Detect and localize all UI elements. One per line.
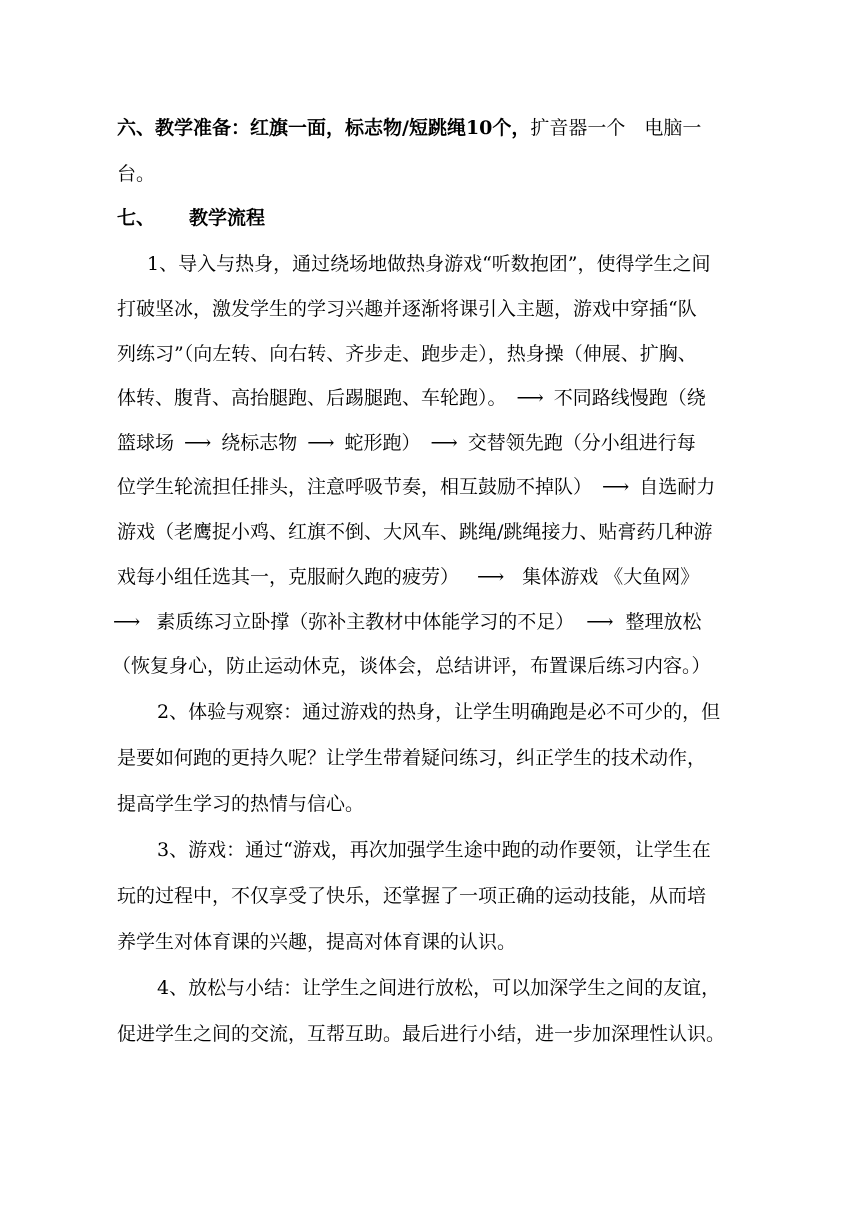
arrow-icon: ⟶ [516, 387, 544, 409]
p1-line-5-text-d: 交替领先跑（分小组进行每 [467, 432, 696, 454]
p2-line-1: 2、体验与观察：通过游戏的热身，让学生明确跑是必不可少的，但 [157, 701, 721, 723]
p3-line-2: 玩的过程中，不仅享受了快乐，还掌握了一项正确的运动技能，从而培 [117, 885, 707, 907]
section6-heading-rest: 扩音器一个 电脑一 [530, 117, 702, 139]
p3-line-3: 养学生对体育课的兴趣，提高对体育课的认识。 [117, 931, 517, 953]
section7-title: 教学流程 [189, 207, 266, 229]
p1-line-5-text-a: 篮球场 [117, 432, 175, 454]
arrow-icon: ⟶ [477, 566, 505, 588]
arrow-icon: ⟶ [113, 611, 141, 633]
section7-number: 七、 [117, 207, 156, 229]
section7-heading [117, 204, 265, 232]
p2-line-2: 是要如何跑的更持久呢？让学生带着疑问练习，纠正学生的技术动作， [117, 747, 707, 769]
p1-line-9-text-a: 素质练习立卧撑（弥补主教材中体能学习的不足） [156, 611, 575, 633]
arrow-icon: ⟶ [307, 432, 335, 454]
arrow-icon: ⟶ [430, 432, 458, 454]
p4-line-2: 促进学生之间的交流，互帮互助。最后进行小结，进一步加深理性认识。 [117, 1023, 726, 1045]
p1-line-5-text-b: 绕标志物 [221, 432, 298, 454]
p2-line-3: 提高学生学习的热情与信心。 [117, 793, 365, 815]
p1-line-6-text-a: 位学生轮流担任排头，注意呼吸节奏，相互鼓励不掉队） [117, 476, 593, 498]
p1-line-3: 列练习”（向左转、向右转、齐步走、跑步走），热身操（伸展、扩胸、 [117, 343, 697, 365]
p1-line-7: 游戏（老鹰捉小鸡、红旗不倒、大风车、跳绳/跳绳接力、贴膏药几种游 [117, 521, 713, 543]
arrow-icon: ⟶ [586, 611, 614, 633]
arrow-icon: ⟶ [184, 432, 212, 454]
p4-line-1: 4、放松与小结：让学生之间进行放松，可以加深学生之间的友谊， [157, 977, 721, 999]
p1-line-10: （恢复身心，防止运动休克，谈体会，总结讲评，布置课后练习内容。） [112, 655, 711, 677]
section6-heading [117, 114, 701, 142]
p1-line-2: 打破坚冰，激发学生的学习兴趣并逐渐将课引入主题，游戏中穿插“队 [117, 298, 697, 320]
p1-line-8-text-b: 集体游戏 《大鱼网》 [522, 566, 700, 588]
p1-line-8-text-a: 戏每小组任选其一，克服耐久跑的疲劳） [117, 566, 460, 588]
section6-continuation: 台。 [117, 163, 156, 185]
p1-line-9 [113, 608, 702, 636]
p1-line-5-text-c: 蛇形跑） [344, 432, 421, 454]
arrow-icon: ⟶ [602, 476, 630, 498]
p3-line-1: 3、游戏：通过“游戏，再次加强学生途中跑的动作要领，让学生在 [157, 839, 711, 861]
p1-line-9-text-b: 整理放松 [625, 611, 702, 633]
p1-line-5 [117, 429, 696, 457]
p1-line-4 [117, 384, 706, 412]
section6-heading-bold: 六、教学准备：红旗一面，标志物/短跳绳10个， [117, 117, 531, 139]
p1-line-6-text-b: 自选耐力 [639, 476, 716, 498]
p1-line-4-text-a: 体转、腹背、高抬腿跑、后踢腿跑、车轮跑）。 [117, 387, 507, 409]
p1-line-4-text-b: 不同路线慢跑（绕 [553, 387, 706, 409]
p1-line-6 [117, 473, 715, 501]
p1-line-1: 1、导入与热身，通过绕场地做热身游戏“听数抱团”，使得学生之间 [147, 253, 711, 275]
p1-line-8 [117, 563, 699, 591]
